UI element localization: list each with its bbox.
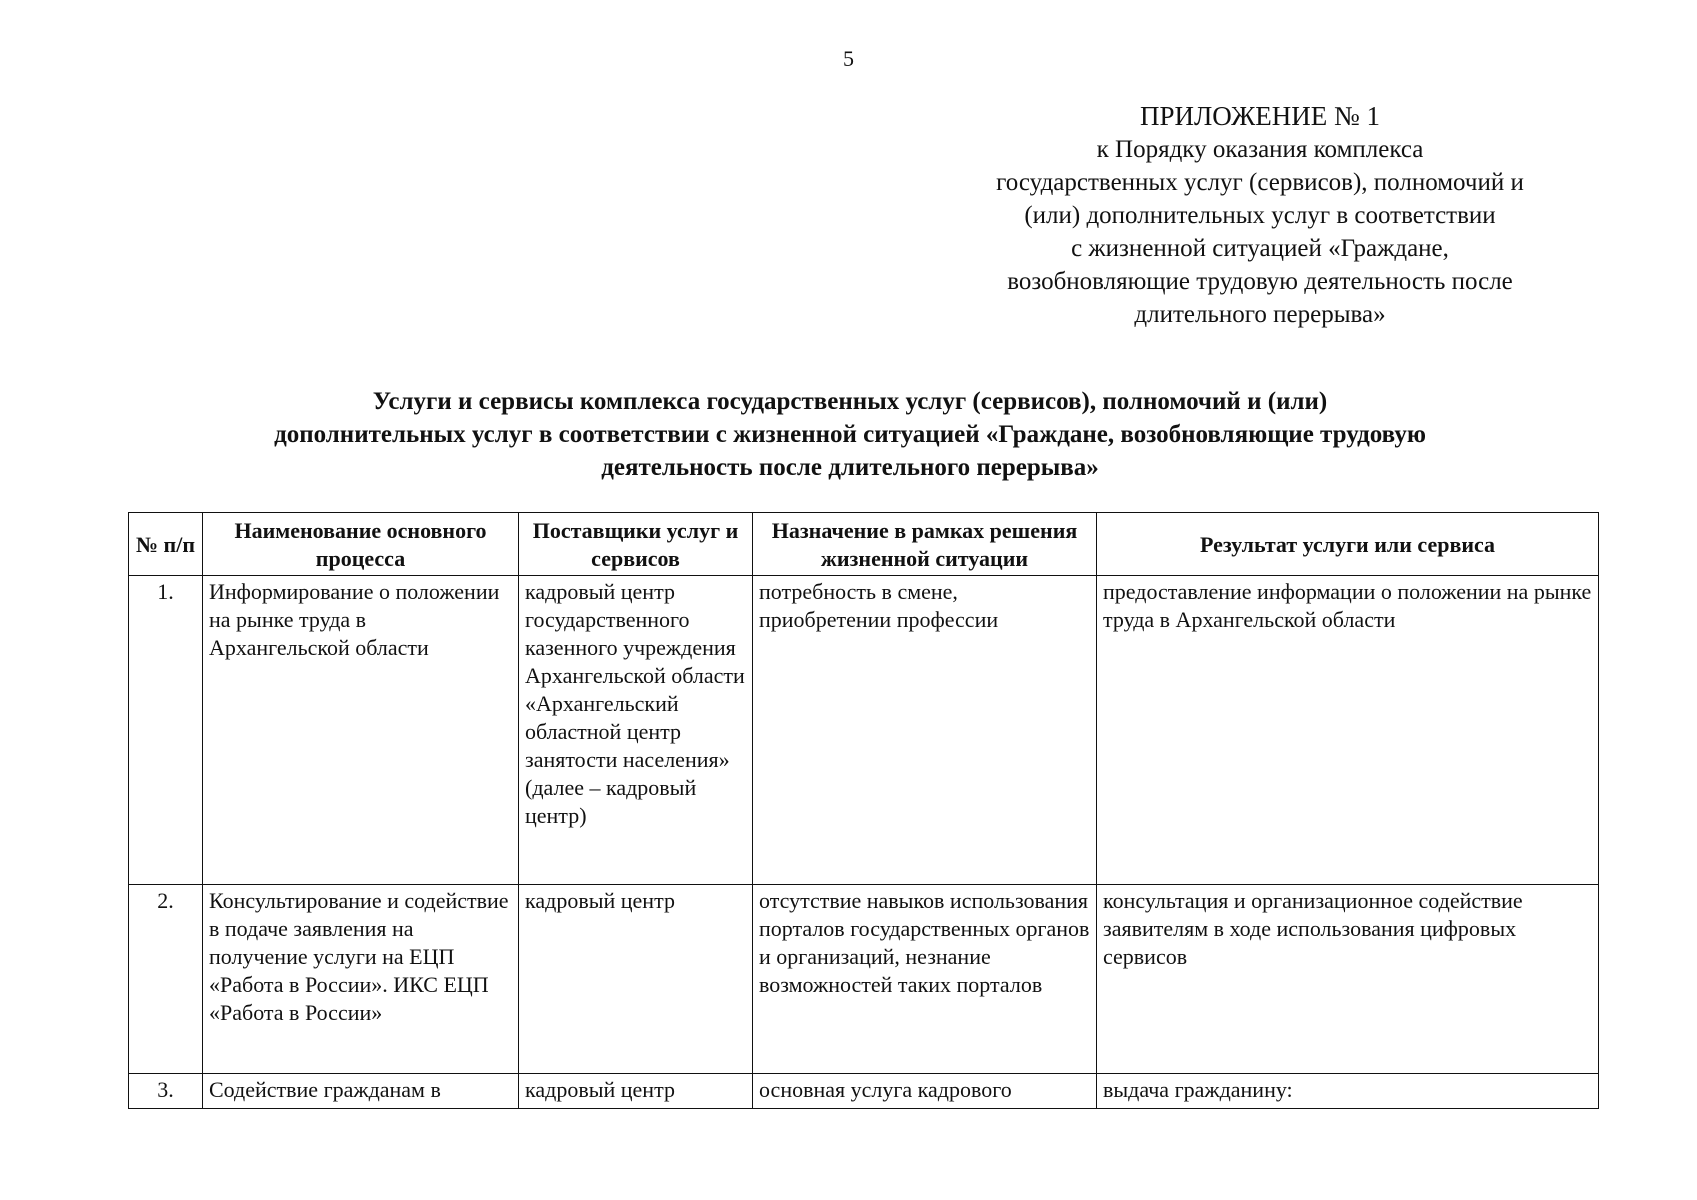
cell-num: 1. [129, 576, 203, 885]
cell-providers: кадровый центр государственного казенного учреждения Архангельской области «Архангельский областной центр занятости населения» (далее – кадровый центр) [519, 576, 753, 885]
table-row [129, 1074, 1599, 1109]
cell-purpose: потребность в смене, приобретении профессии [753, 576, 1097, 885]
title-line: дополнительных услуг в соответствии с жизненной ситуацией «Граждане, возобновляющие трудовую [274, 421, 1426, 448]
cell-num: 2. [129, 885, 203, 1074]
cell-result: предоставление информации о положении на рынке труда в Архангельской области [1097, 576, 1599, 885]
table-row [129, 885, 1599, 1074]
appendix-line: длительного перерыва» [1134, 301, 1386, 328]
title-line: Услуги и сервисы комплекса государственных услуг (сервисов), полномочий и (или) [372, 388, 1328, 415]
services-table [128, 512, 1599, 1109]
cell-num: 3. [129, 1074, 203, 1109]
appendix-block [960, 100, 1560, 331]
document-title [150, 385, 1550, 484]
cell-process: Информирование о положении на рынке труда в Архангельской области [203, 576, 519, 885]
header-result: Результат услуги или сервиса [1097, 513, 1599, 576]
header-purpose: Назначение в рамках решения жизненной ситуации [753, 513, 1097, 576]
cell-process: Содействие гражданам в [203, 1074, 519, 1109]
appendix-line: (или) дополнительных услуг в соответствии [1024, 202, 1496, 229]
appendix-line: с жизненной ситуацией «Граждане, [1071, 235, 1449, 262]
appendix-heading: ПРИЛОЖЕНИЕ № 1 [1139, 101, 1381, 131]
header-providers: Поставщики услуг и сервисов [519, 513, 753, 576]
cell-providers: кадровый центр [519, 885, 753, 1074]
cell-result: консультация и организационное содействие заявителям в ходе использования цифровых сервисов [1097, 885, 1599, 1074]
appendix-line: возобновляющие трудовую деятельность после [1007, 268, 1513, 295]
table-row [129, 576, 1599, 885]
appendix-line: государственных услуг (сервисов), полномочий и [996, 169, 1524, 196]
header-process: Наименование основного процесса [203, 513, 519, 576]
title-line: деятельность после длительного перерыва» [601, 454, 1099, 481]
cell-purpose: отсутствие навыков использования порталов государственных органов и организаций, незнание возможностей таких порталов [753, 885, 1097, 1074]
cell-purpose: основная услуга кадрового [753, 1074, 1097, 1109]
cell-process: Консультирование и содействие в подаче заявления на получение услуги на ЕЦП «Работа в России». ИКС ЕЦП «Работа в России» [203, 885, 519, 1074]
cell-result: выдача гражданину: [1097, 1074, 1599, 1109]
cell-providers: кадровый центр [519, 1074, 753, 1109]
table-header-row [129, 513, 1599, 576]
appendix-line: к Порядку оказания комплекса [1096, 136, 1424, 163]
page-number: 5 [843, 46, 854, 71]
header-num: № п/п [129, 513, 203, 576]
